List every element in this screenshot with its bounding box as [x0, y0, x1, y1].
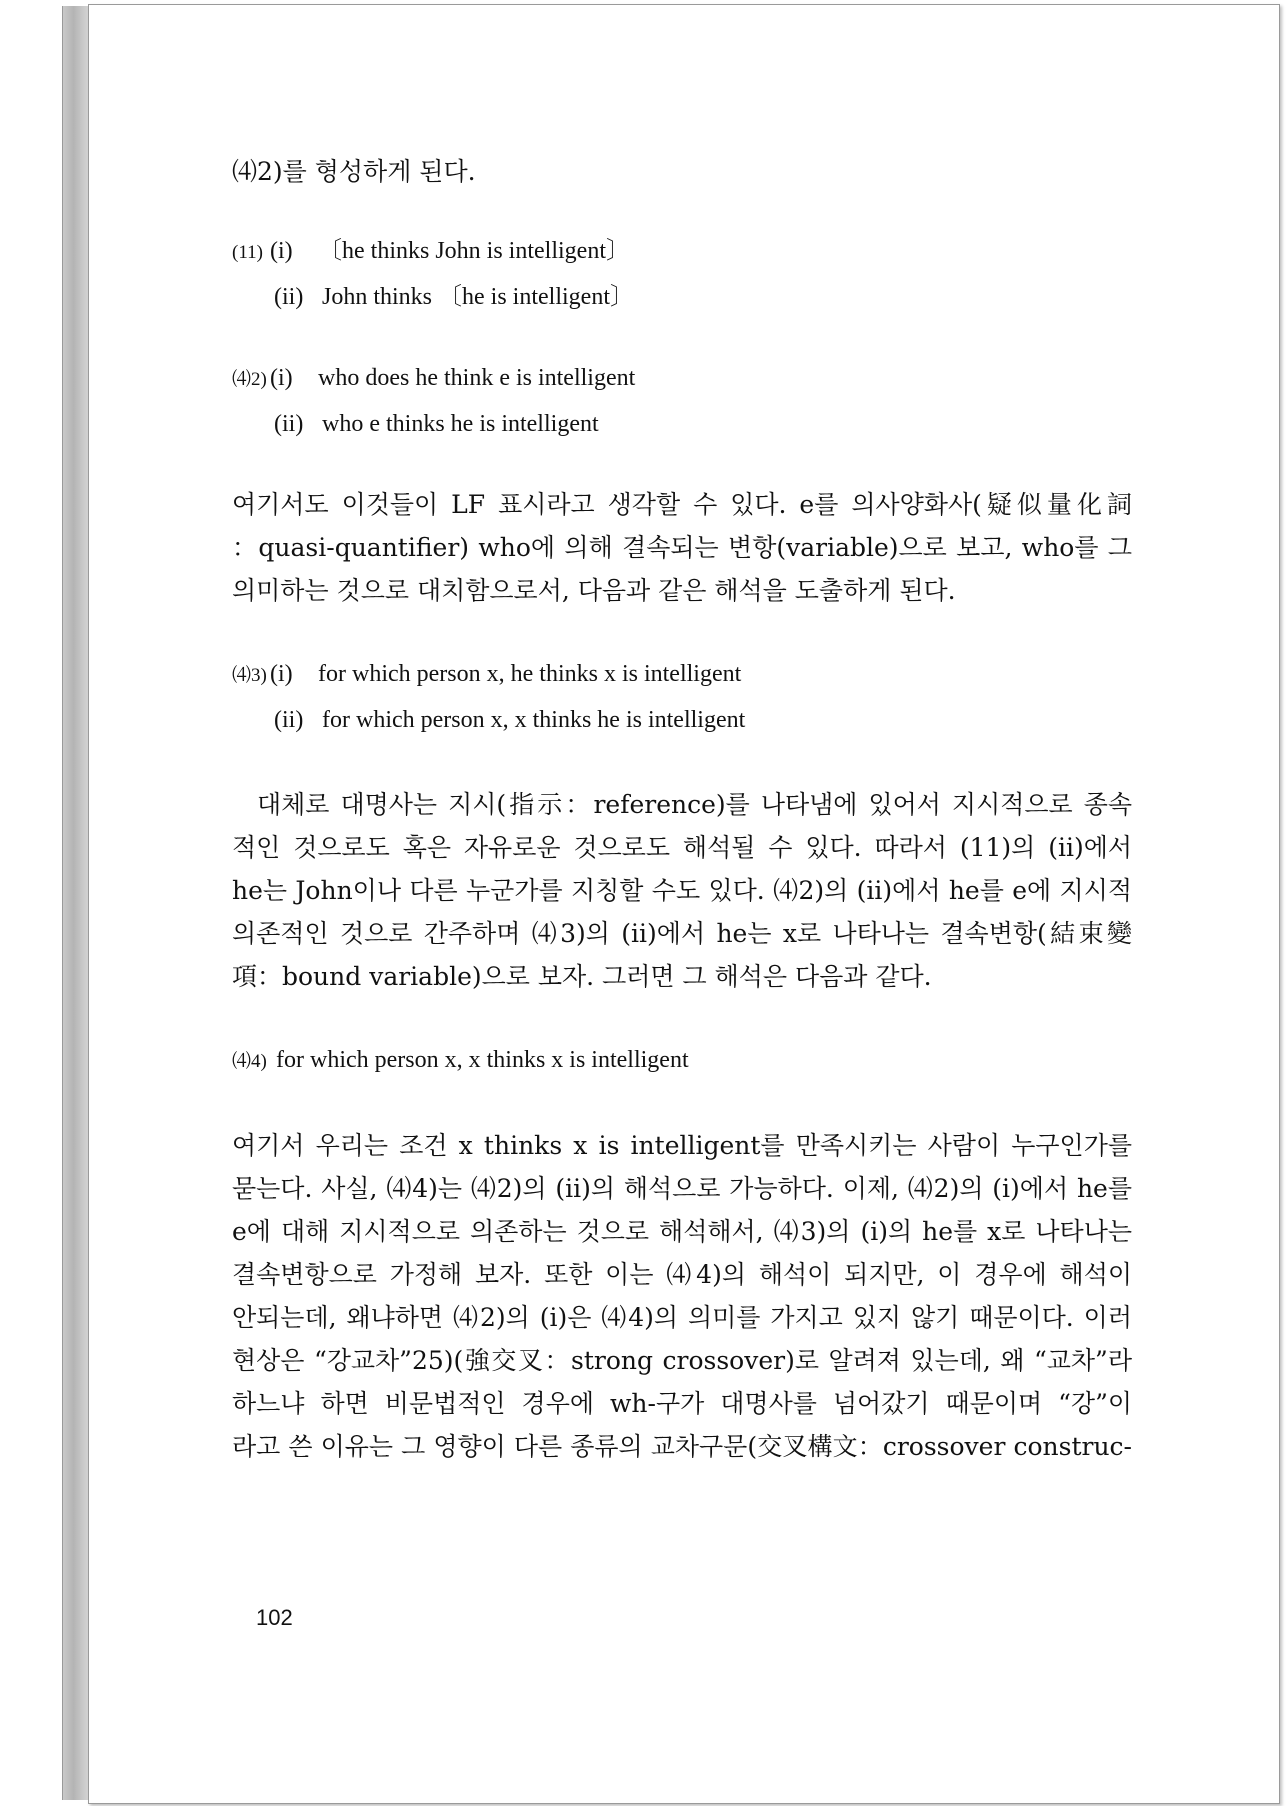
example-42 [232, 356, 1132, 447]
example-42-i [232, 356, 1132, 402]
paragraph-1 [232, 483, 1132, 612]
paragraph-line: 안되는데, 왜냐하면 ⑷2)의 (i)은 ⑷4)의 의미를 가지고 있지 않기 때문이다. 이러 [232, 1303, 1132, 1332]
example-text: who does he think e is intelligent [318, 365, 636, 391]
paragraph-line: 하느냐 하면 비문법적인 경우에 wh-구가 대명사를 넘어갔기 때문이며 “강”이 [232, 1389, 1132, 1418]
example-text: who e thinks he is intelligent [322, 411, 599, 437]
example-text: John thinks 〔he is intelligent〕 [322, 284, 634, 310]
example-43-ii [232, 698, 1132, 743]
example-text: for which person x, he thinks x is intelligent [318, 661, 742, 687]
paragraph-line: he는 John이나 다른 누군가를 지칭할 수도 있다. ⑷2)의 (ii)에서 he를 e에 지시적 [232, 876, 1132, 905]
example-sub-label: (ii) [274, 411, 304, 437]
example-43-i [232, 652, 1132, 698]
paragraph-line: 項：bound variable)으로 보자. 그러면 그 해석은 다음과 같다. [232, 962, 932, 991]
example-sub-label: (ii) [274, 707, 304, 733]
example-41-ii [232, 275, 1132, 320]
example-sub-label: (i) [270, 365, 293, 391]
example-41 [232, 229, 1132, 320]
example-42-ii [232, 402, 1132, 447]
example-number: (11) [232, 242, 263, 263]
paragraph-line: 라고 쓴 이유는 그 영향이 다른 종류의 교차구문(交叉構文：crossover construc- [232, 1432, 1132, 1461]
paragraph-line: 현상은 “강교차”25)(強交叉：strong crossover)로 알려져 있는데, 왜 “교차”라 [232, 1346, 1132, 1375]
example-number: ⑷2) [232, 369, 267, 390]
paragraph-line: 여기서 우리는 조건 x thinks x is intelligent를 만족시키는 사람이 누구인가를 [232, 1131, 1132, 1160]
paragraph-2 [232, 783, 1132, 998]
paragraph-line: 의존적인 것으로 간주하며 ⑷3)의 (ii)에서 he는 x로 나타나는 결속변항(結束變 [232, 919, 1132, 948]
example-sub-label: (ii) [274, 284, 304, 310]
example-text: 〔he thinks John is intelligent〕 [318, 238, 630, 264]
page-number: 102 [256, 1605, 293, 1630]
paragraph-line: ：quasi-quantifier) who에 의해 결속되는 변항(variable)으로 보고, who를 그 [232, 533, 1132, 562]
paragraph-3 [232, 1124, 1132, 1468]
example-text: for which person x, x thinks x is intelligent [276, 1047, 689, 1073]
book-spine [62, 6, 90, 1800]
paragraph-line: 의미하는 것으로 대치함으로서, 다음과 같은 해석을 도출하게 된다. [232, 576, 956, 605]
example-number: ⑷4) [232, 1051, 267, 1072]
paragraph-line: 적인 것으로도 혹은 자유로운 것으로도 해석될 수 있다. 따라서 (11)의 (ii)에서 [232, 833, 1132, 862]
example-43 [232, 652, 1132, 743]
paragraph-line: 여기서도 이것들이 LF 표시라고 생각할 수 있다. e를 의사양화사(疑似量化詞 [232, 490, 1132, 519]
example-sub-label: (i) [270, 238, 293, 264]
example-sub-label: (i) [270, 661, 293, 687]
paragraph-line: 대체로 대명사는 지시(指示：reference)를 나타냄에 있어서 지시적으로 종속 [257, 790, 1132, 819]
page-body [232, 150, 1132, 1468]
example-41-i [232, 229, 1132, 275]
intro-line: ⑷2)를 형성하게 된다. [232, 157, 476, 186]
paragraph-line: 묻는다. 사실, ⑷4)는 ⑷2)의 (ii)의 해석으로 가능하다. 이제, ⑷2)의 (i)에서 he를 [232, 1174, 1132, 1203]
paragraph-line: e에 대해 지시적으로 의존하는 것으로 해석해서, ⑷3)의 (i)의 he를 x로 나타나는 [232, 1217, 1132, 1246]
example-text: for which person x, x thinks he is intelligent [322, 707, 746, 733]
example-number: ⑷3) [232, 665, 267, 686]
paragraph-line: 결속변항으로 가정해 보자. 또한 이는 ⑷4)의 해석이 되지만, 이 경우에 해석이 [232, 1260, 1132, 1289]
example-44 [232, 1038, 1132, 1084]
